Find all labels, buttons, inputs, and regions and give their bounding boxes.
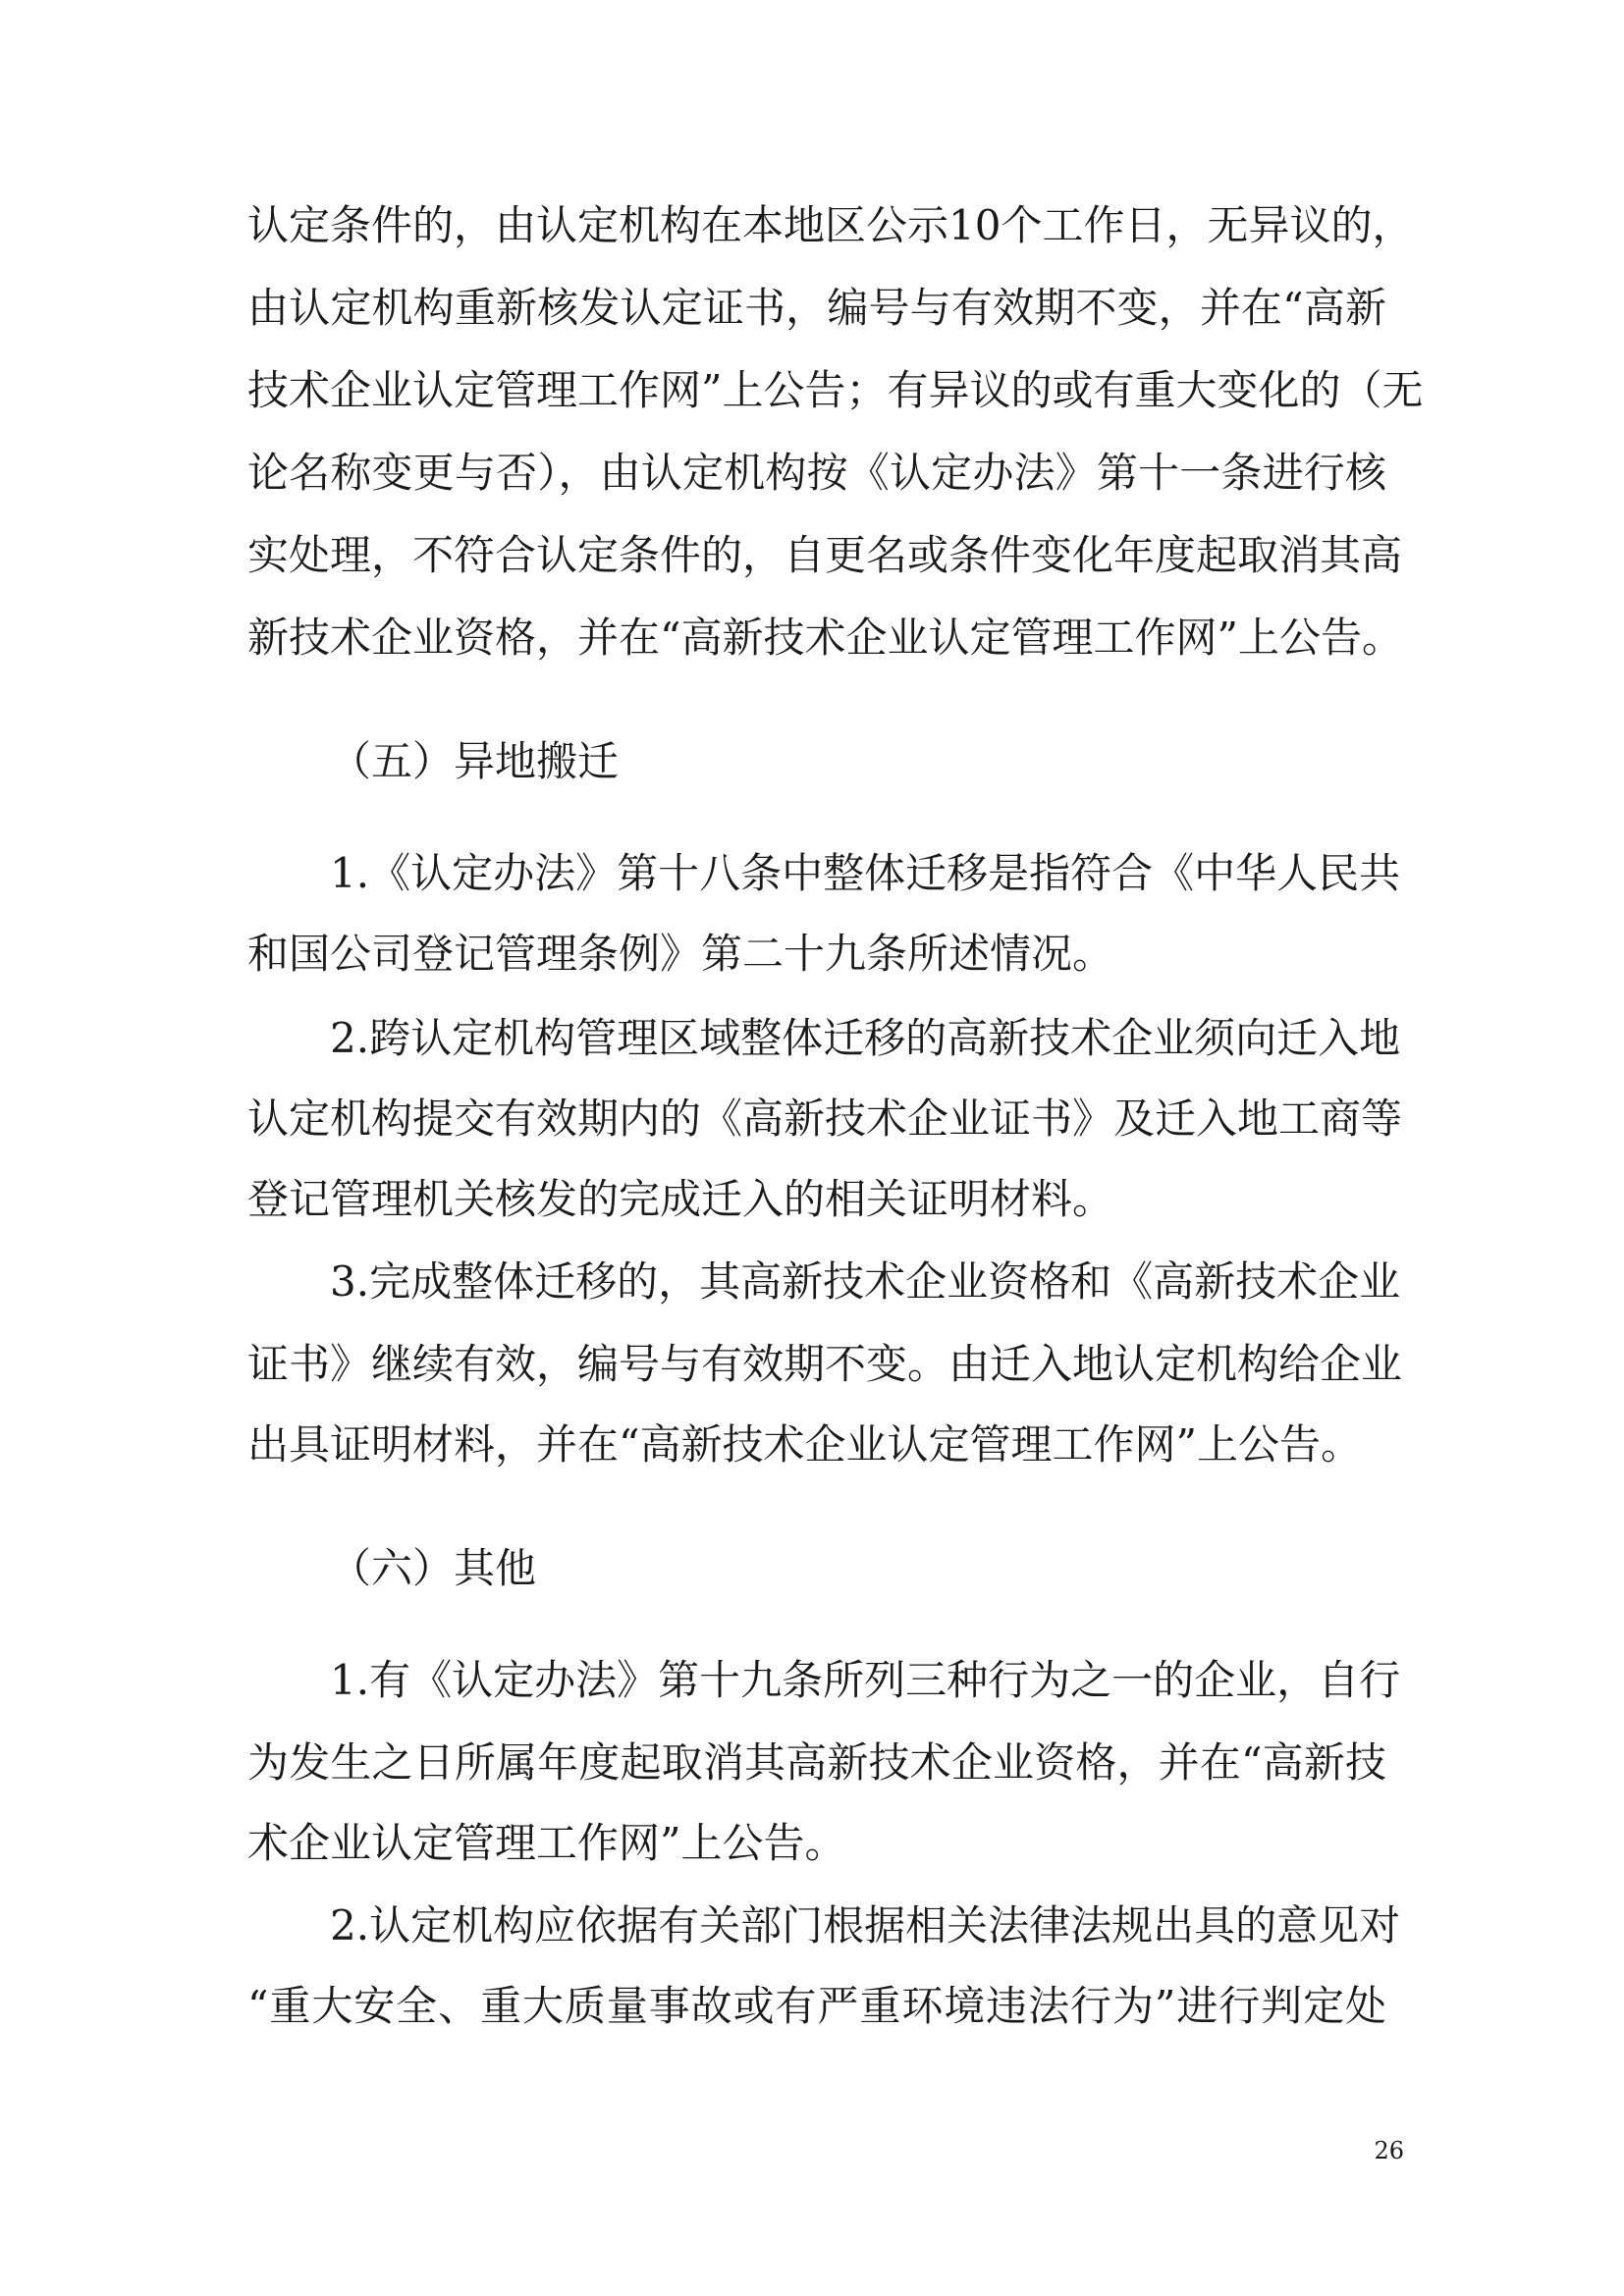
body-line: 实处理，不符合认定条件的，自更名或条件变化年度起取消其高: [247, 531, 1403, 579]
body-line: 为发生之日所属年度起取消其高新技术企业资格，并在“高新技: [247, 1738, 1386, 1787]
section-heading: （五）异地搬迁: [330, 737, 620, 785]
section-heading: （六）其他: [330, 1544, 537, 1592]
body-line: 2.跨认定机构管理区域整体迁移的高新技术企业须向迁入地: [330, 1014, 1401, 1062]
body-line: 证书》继续有效，编号与有效期不变。由迁入地认定机构给企业: [247, 1340, 1403, 1388]
body-line: 3.完成整体迁移的，其高新技术企业资格和《高新技术企业: [330, 1257, 1401, 1306]
body-line: 新技术企业资格，并在“高新技术企业认定管理工作网”上公告。: [247, 614, 1403, 662]
body-line: “重大安全、重大质量事故或有严重环境违法行为”进行判定处: [247, 1982, 1386, 2030]
body-line: 2.认定机构应依据有关部门根据相关法律法规出具的意见对: [330, 1901, 1401, 1949]
body-line: 技术企业认定管理工作网”上公告；有异议的或有重大变化的（无: [247, 366, 1424, 414]
body-line: 认定机构提交有效期内的《高新技术企业证书》及迁入地工商等: [247, 1095, 1403, 1143]
body-line: 1.有《认定办法》第十九条所列三种行为之一的企业，自行: [330, 1656, 1401, 1704]
body-line: 由认定机构重新核发认定证书，编号与有效期不变，并在“高新: [247, 284, 1386, 332]
body-line: 论名称变更与否），由认定机构按《认定办法》第十一条进行核: [247, 449, 1386, 497]
body-line: 1.《认定办法》第十八条中整体迁移是指符合《中华人民共: [330, 849, 1401, 897]
body-line: 术企业认定管理工作网”上公告。: [247, 1819, 846, 1867]
body-line: 登记管理机关核发的完成迁入的相关证明材料。: [247, 1175, 1114, 1223]
body-line: 认定条件的，由认定机构在本地区公示10个工作日，无异议的，: [247, 201, 1414, 249]
body-line: 出具证明材料，并在“高新技术企业认定管理工作网”上公告。: [247, 1420, 1362, 1468]
page-number: 26: [1374, 2137, 1404, 2164]
body-line: 和国公司登记管理条例》第二十九条所述情况。: [247, 930, 1114, 978]
